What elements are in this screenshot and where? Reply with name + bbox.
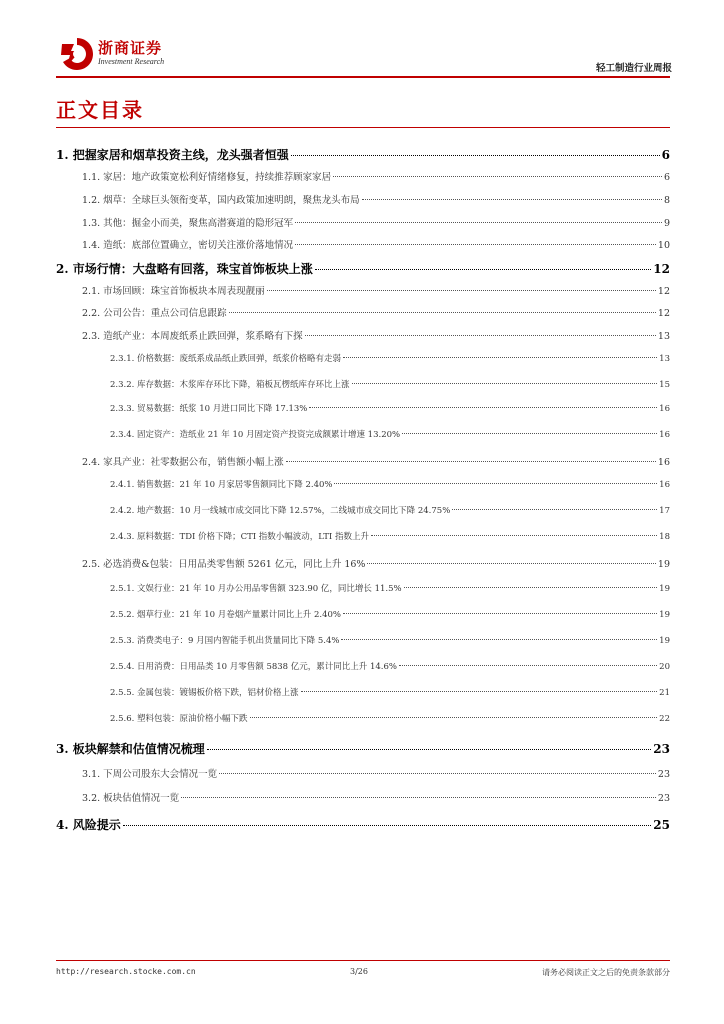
toc-entry-title: 2.4.2. 地产数据：10 月一线城市成交同比下降 12.57%，二线城市成交同比下降 24.75% (110, 506, 451, 516)
toc-entry-title: 2.5.4. 日用消费：日用品类 10 月零售额 5838 亿元，累计同比上升 14.6% (110, 662, 397, 672)
toc-entry-title: 1. 把握家居和烟草投资主线，龙头强者恒强 (56, 148, 289, 162)
toc-entry-title: 2.5.2. 烟草行业：21 年 10 月卷烟产量累计同比上升 2.40% (110, 610, 341, 620)
page-number: 3/26 (350, 967, 368, 976)
toc-entry-level-3[interactable] (110, 712, 670, 724)
toc-entry-title: 1.3. 其他：掘金小而美，聚焦高潜赛道的隐形冠军 (82, 218, 294, 229)
toc-leader-dots (402, 433, 657, 434)
toc-entry-title: 2.4. 家具产业：社零数据公布，销售额小幅上涨 (82, 457, 284, 468)
toc-entry-title: 2.5.5. 金属包装：镀锡板价格下跌，铝材价格上涨 (110, 688, 299, 698)
toc-leader-dots (343, 613, 657, 614)
toc-entry-page: 23 (653, 742, 670, 756)
toc-entry-page: 19 (659, 636, 670, 646)
toc-entry-level-3[interactable] (110, 378, 670, 390)
toc-leader-dots (404, 587, 658, 588)
toc-entry-title: 3.1. 下周公司股东大会情况一览 (82, 769, 218, 780)
toc-entry-level-1[interactable] (56, 740, 670, 757)
toc-entry-title: 2.3.1. 价格数据：废纸系成品纸止跌回弹，纸浆价格略有走弱 (110, 354, 342, 364)
toc-entry-title: 2.3. 造纸产业：本周废纸系止跌回弹，浆系略有下探 (82, 331, 303, 342)
toc-leader-dots (343, 357, 657, 358)
toc-leader-dots (452, 509, 657, 510)
toc-entry-level-3[interactable] (110, 504, 670, 516)
toc-entry-page: 23 (657, 793, 670, 804)
toc-entry-title: 2.3.4. 固定资产：造纸业 21 年 10 月固定资产投资完成额累计增速 13.20% (110, 430, 401, 440)
toc-entry-title: 1.4. 造纸：底部位置确立，密切关注涨价落地情况 (82, 240, 294, 251)
toc-entry-title: 2.5.1. 文娱行业：21 年 10 月办公用品零售额 323.90 亿，同比增长 11.5% (110, 584, 402, 594)
header-divider (56, 76, 670, 78)
toc-leader-dots (286, 461, 656, 462)
toc-entry-title: 2.2. 公司公告：重点公司信息跟踪 (82, 308, 227, 319)
toc-entry-page: 19 (659, 610, 670, 620)
brand-name-cn: 浙商证券 (98, 39, 163, 57)
toc-entry-level-3[interactable] (110, 582, 670, 594)
toc-leader-dots (229, 312, 656, 313)
toc-entry-level-1[interactable] (56, 260, 670, 277)
toc-entry-page: 19 (657, 559, 670, 570)
brand-logo-icon (58, 36, 96, 72)
toc-entry-page: 16 (657, 457, 670, 468)
toc-entry-page: 22 (659, 714, 670, 724)
toc-leader-dots (295, 244, 656, 245)
toc-leader-dots (341, 639, 657, 640)
footer-divider (56, 960, 670, 961)
footer-disclaimer: 请务必阅读正文之后的免责条款部分 (542, 968, 670, 977)
toc-entry-page: 25 (653, 818, 670, 832)
toc-entry-page: 12 (657, 308, 670, 319)
toc-entry-page: 9 (663, 218, 670, 229)
toc-entry-level-1[interactable] (56, 146, 670, 163)
toc-entry-level-2[interactable] (82, 328, 670, 342)
toc-entry-page: 16 (659, 404, 670, 414)
report-type: 轻工制造行业周报 (595, 63, 672, 74)
page-title: 正文目录 (56, 98, 144, 122)
toc-entry-level-3[interactable] (110, 686, 670, 698)
toc-leader-dots (267, 290, 656, 291)
toc-entry-level-2[interactable] (82, 454, 670, 468)
toc-entry-page: 13 (657, 331, 670, 342)
toc-leader-dots (333, 176, 662, 177)
toc-entry-title: 3. 板块解禁和估值情况梳理 (56, 742, 205, 756)
toc-entry-level-2[interactable] (82, 790, 670, 804)
toc-entry-level-2[interactable] (82, 169, 670, 183)
toc-entry-page: 17 (659, 506, 670, 516)
toc-leader-dots (123, 825, 652, 826)
footer-url[interactable]: http://research.stocke.com.cn (56, 967, 196, 976)
toc-leader-dots (334, 483, 657, 484)
toc-leader-dots (367, 563, 655, 564)
toc-leader-dots (207, 749, 652, 750)
toc-entry-page: 20 (659, 662, 670, 672)
toc-entry-title: 3.2. 板块估值情况一览 (82, 793, 180, 804)
toc-entry-page: 19 (659, 584, 670, 594)
toc-entry-level-3[interactable] (110, 660, 670, 672)
toc-entry-title: 1.1. 家居：地产政策宽松利好情绪修复，持续推荐顾家家居 (82, 172, 332, 183)
toc-entry-level-2[interactable] (82, 215, 670, 229)
toc-entry-title: 2.5.6. 塑料包装：原油价格小幅下跌 (110, 714, 248, 724)
toc-entry-page: 6 (663, 172, 670, 183)
toc-entry-title: 2.5.3. 消费类电子：9 月国内智能手机出货量同比下降 5.4% (110, 636, 340, 646)
title-divider (56, 127, 670, 128)
toc-entry-page: 12 (653, 262, 670, 276)
toc-entry-page: 16 (659, 480, 670, 490)
toc-entry-level-2[interactable] (82, 556, 670, 570)
toc-leader-dots (295, 222, 662, 223)
toc-entry-title: 2.5. 必选消费&包装：日用品类零售额 5261 亿元，同比上升 16% (82, 559, 366, 570)
page-header (0, 0, 724, 80)
toc-entry-title: 1.2. 烟草：全球巨头领衔变革，国内政策加速明朗，聚焦龙头布局 (82, 195, 360, 206)
toc-entry-level-3[interactable] (110, 530, 670, 542)
toc-leader-dots (305, 335, 656, 336)
toc-entry-level-3[interactable] (110, 428, 670, 440)
brand-name-en: Investment Research (98, 57, 165, 66)
toc-entry-level-2[interactable] (82, 305, 670, 319)
toc-entry-title: 2.3.2. 库存数据：木浆库存环比下降，箱板瓦楞纸库存环比上涨 (110, 380, 350, 390)
toc-entry-level-3[interactable] (110, 608, 670, 620)
toc-entry-page: 13 (659, 354, 670, 364)
toc-entry-title: 2.4.3. 原料数据：TDI 价格下降；CTI 指数小幅波动，LTI 指数上升 (110, 532, 369, 542)
toc-entry-page: 8 (663, 195, 670, 206)
toc-entry-title: 2.3.3. 贸易数据：纸浆 10 月进口同比下降 17.13% (110, 404, 308, 414)
toc-leader-dots (250, 717, 658, 718)
toc-leader-dots (219, 773, 656, 774)
toc-entry-page: 16 (659, 430, 670, 440)
toc-entry-page: 6 (661, 148, 670, 162)
toc-entry-level-3[interactable] (110, 402, 670, 414)
toc-entry-level-2[interactable] (82, 237, 670, 251)
toc-leader-dots (315, 269, 652, 270)
toc-leader-dots (291, 155, 660, 156)
toc-entry-level-1[interactable] (56, 816, 670, 833)
toc-entry-page: 23 (657, 769, 670, 780)
toc-entry-page: 10 (657, 240, 670, 251)
toc-entry-level-2[interactable] (82, 766, 670, 780)
toc-leader-dots (309, 407, 657, 408)
toc-entry-level-2[interactable] (82, 192, 670, 206)
toc-entry-title: 2.4.1. 销售数据：21 年 10 月家居零售额同比下降 2.40% (110, 480, 333, 490)
toc-entry-level-3[interactable] (110, 352, 670, 364)
toc-leader-dots (399, 665, 657, 666)
toc-entry-page: 12 (657, 286, 670, 297)
toc-leader-dots (181, 797, 656, 798)
toc-entry-page: 15 (659, 380, 670, 390)
toc-entry-title: 2. 市场行情：大盘略有回落，珠宝首饰板块上涨 (56, 262, 313, 276)
brand-name (98, 40, 164, 67)
toc-entry-title: 2.1. 市场回顾：珠宝首饰板块本周表现靓丽 (82, 286, 265, 297)
toc-leader-dots (371, 535, 657, 536)
toc-leader-dots (301, 691, 658, 692)
toc-entry-page: 18 (659, 532, 670, 542)
toc-entry-title: 4. 风险提示 (56, 818, 121, 832)
toc-leader-dots (352, 383, 658, 384)
toc-entry-level-2[interactable] (82, 283, 670, 297)
toc-entry-level-3[interactable] (110, 478, 670, 490)
toc-leader-dots (362, 199, 662, 200)
toc-entry-level-3[interactable] (110, 634, 670, 646)
toc-entry-page: 21 (659, 688, 670, 698)
